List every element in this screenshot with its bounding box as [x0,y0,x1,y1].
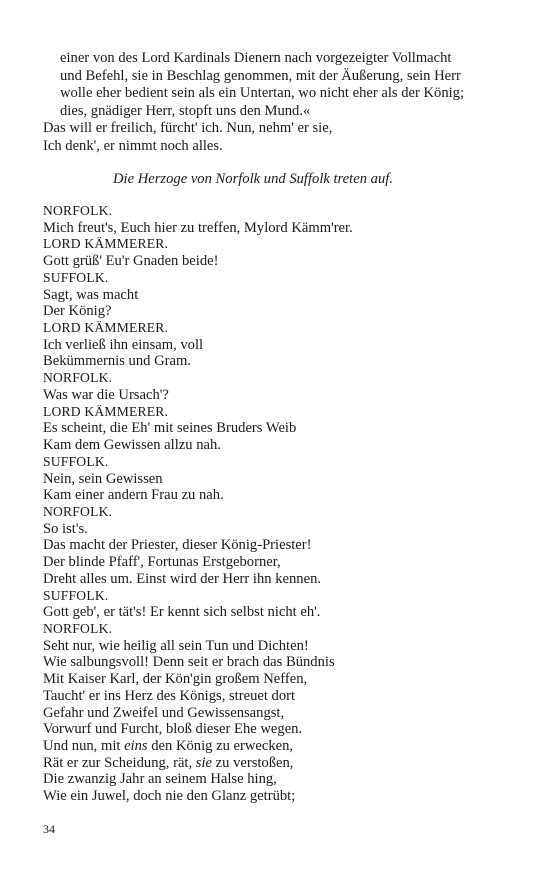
verse-text: den König zu erwecken, [147,738,294,754]
verse-line: Ich verließ ihn einsam, voll [43,336,204,353]
speaker-name: NORFOLK. [43,620,113,636]
verse-line: So ist's. [43,520,88,537]
verse-line: Es scheint, die Eh' mit seines Bruders Weib [43,420,297,437]
speaker-name: NORFOLK. [43,503,113,519]
verse-line: Wie salbungsvoll! Denn seit er brach das Bündnis [43,654,335,671]
speech-continuation [43,120,503,155]
verse-line: Nein, sein Gewissen [43,470,163,487]
speaker-name: SUFFOLK. [43,269,109,285]
verse-line: Seht nur, wie heilig all sein Tun und Dichten! [43,637,309,654]
verse-line [43,738,513,755]
verse-line: Mich freut's, Euch hier zu treffen, Mylord Kämm'rer. [43,219,353,236]
emphasis-text: sie [195,754,212,771]
emphasis-text: eins [124,738,148,754]
verse-text: Rät er zur Scheidung, rät, [43,754,196,771]
quote-line: und Befehl, sie in Beschlag genommen, mit der Äußerung, sein Herr [60,67,461,84]
verse-line: Gefahr und Zweifel und Gewissensangst, [43,704,285,721]
page-number: 34 [43,822,55,836]
verse-line: Die zwanzig Jahr an seinem Halse hing, [43,771,277,788]
verse-line: Gott geb', er tät's! Er kennt sich selbst nicht eh'. [43,604,321,621]
verse-line: Wie ein Juwel, doch nie den Glanz getrübt; [43,788,296,805]
verse-line: Gott grüß' Eu'r Gnaden beide! [43,253,219,270]
verse-line: Das macht der Priester, dieser König-Priester! [43,537,312,554]
verse-line [43,755,513,772]
verse-line: Taucht' er ins Herz des Königs, streuet dort [43,687,296,704]
verse-line: Dreht alles um. Einst wird der Herr ihn kennen. [43,570,322,587]
speaker-name: LORD KÄMMERER. [43,236,169,252]
verse-line: Ich denk', er nimmt noch alles. [43,137,223,154]
verse-line: Bekümmernis und Gram. [43,353,191,370]
verse-line: Sagt, was macht [43,286,139,303]
speaker-name: LORD KÄMMERER. [43,403,169,419]
speaker-name: NORFOLK. [43,203,113,218]
quote-line: wolle eher bedient sein als ein Untertan, wo nicht eher als der König; [60,85,465,102]
stage-direction: Die Herzoge von Norfolk und Suffolk treten auf. [113,171,393,187]
dialogue-block [43,203,513,805]
quote-line: einer von des Lord Kardinals Dienern nach vorgezeigter Vollmacht [60,50,452,66]
speaker-name: SUFFOLK. [43,453,109,469]
verse-line: Das will er freilich, fürcht' ich. Nun, nehm' er sie, [43,120,333,136]
verse-text: Und nun, mit [43,738,125,754]
speaker-name: NORFOLK. [43,370,113,386]
verse-line: Der blinde Pfaff', Fortunas Erstgeborner, [43,554,281,571]
quote-line: dies, gnädiger Herr, stopft uns den Mund.« [60,102,311,119]
quoted-letter [60,50,500,120]
verse-line: Kam einer andern Frau zu nah. [43,487,224,504]
verse-line: Kam dem Gewissen allzu nah. [43,437,221,454]
speaker-name: LORD KÄMMERER. [43,320,169,336]
verse-line: Vorwurf und Furcht, bloß dieser Ehe wegen. [43,721,303,738]
verse-text: zu verstoßen, [212,754,294,771]
verse-line: Mit Kaiser Karl, der Kön'gin großem Neffen, [43,671,308,688]
speaker-name: SUFFOLK. [43,587,109,603]
verse-line: Der König? [43,303,112,320]
verse-line: Was war die Ursach'? [43,386,169,403]
